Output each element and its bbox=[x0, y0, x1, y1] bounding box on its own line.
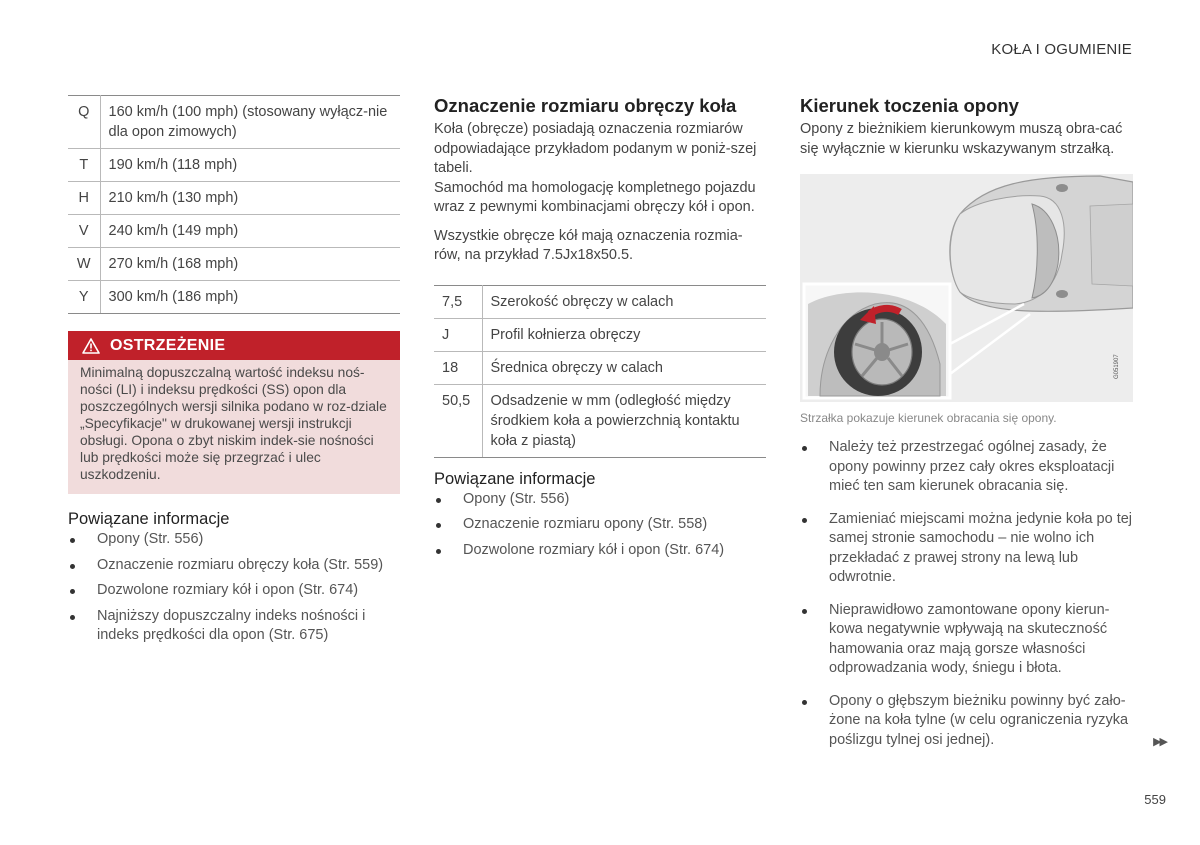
page-number: 559 bbox=[1144, 792, 1166, 807]
bullet-icon bbox=[802, 518, 807, 523]
bullet-icon bbox=[436, 523, 441, 528]
list-item[interactable]: Najniższy dopuszczalny indeks nośności i indeks prędkości dla opon (Str. 675) bbox=[68, 607, 400, 646]
rim-paragraph-1: Koła (obręcze) posiadają oznaczenia rozmiarów odpowiadające przykładom podanym w poniż-szej tabeli. bbox=[434, 121, 757, 176]
rim-paragraph-3: Wszystkie obręcze kół mają oznaczenia rozmia-rów, na przykład 7.5Jx18x50.5. bbox=[434, 227, 743, 263]
rim-description: Profil kołnierza obręczy bbox=[482, 318, 766, 351]
column-right bbox=[800, 95, 1133, 756]
list-item: Opony o głębszym bieżniku powinny być zało-żone na koła tylne (w celu ograniczenia ryzyka poślizgu tylnej osi jednej). bbox=[800, 692, 1133, 751]
warning-text: Minimalną dopuszczalną wartość indeksu noś-ności (LI) i indeksu prędkości (SS) opon dla poszczególnych wersji silnika podano w roz-dziale „Specyfikacje" w drukowanej wersji instrukcji obsługi. Opona o zbyt niskim indek-sie nośności lub prędkości może się przegrzać i ulec uszkodzeniu. bbox=[80, 365, 387, 482]
related-info-list bbox=[434, 490, 766, 561]
speed-code: H bbox=[68, 182, 100, 215]
tire-direction-illustration bbox=[800, 174, 1133, 402]
bullet-icon bbox=[802, 609, 807, 614]
list-item[interactable]: Oznaczenie rozmiaru opony (Str. 558) bbox=[434, 515, 766, 535]
bullet-icon bbox=[436, 549, 441, 554]
rim-description: Średnica obręczy w calach bbox=[482, 351, 766, 384]
list-item[interactable]: Opony (Str. 556) bbox=[434, 490, 766, 510]
bullet-icon bbox=[70, 564, 75, 569]
list-item: Nieprawidłowo zamontowane opony kierun-kowa negatywnie wpływają na skuteczność hamowania oraz mają gorsze własności odprowadzania wody, śniegu i błota. bbox=[800, 601, 1133, 679]
speed-value: 270 km/h (168 mph) bbox=[100, 248, 400, 281]
bullet-icon bbox=[436, 498, 441, 503]
column-left bbox=[68, 95, 400, 652]
related-info-list bbox=[68, 530, 400, 646]
bullet-icon bbox=[802, 446, 807, 451]
rim-code: 7,5 bbox=[434, 285, 482, 318]
speed-value: 210 km/h (130 mph) bbox=[100, 182, 400, 215]
bullet-icon bbox=[70, 589, 75, 594]
warning-box bbox=[68, 331, 400, 494]
list-item[interactable]: Dozwolone rozmiary kół i opon (Str. 674) bbox=[68, 581, 400, 601]
rim-paragraph-2: Samochód ma homologację kompletnego pojazdu wraz z pewnymi kombinacjami obręczy kół i opon. bbox=[434, 179, 756, 215]
figure-caption: Strzałka pokazuje kierunek obracania się opony. bbox=[800, 411, 1057, 425]
rim-description: Odsadzenie w mm (odległość między środkiem koła a powierzchnią kontaktu koła z piastą) bbox=[482, 384, 766, 457]
speed-code: W bbox=[68, 248, 100, 281]
speed-code: T bbox=[68, 149, 100, 182]
speed-value: 240 km/h (149 mph) bbox=[100, 215, 400, 248]
warning-triangle-icon bbox=[82, 338, 100, 354]
table-row bbox=[434, 285, 766, 318]
bullet-icon bbox=[70, 615, 75, 620]
speed-value: 190 km/h (118 mph) bbox=[100, 149, 400, 182]
bullet-icon bbox=[70, 538, 75, 543]
table-row bbox=[68, 96, 400, 149]
list-item: Zamieniać miejscami można jedynie koła po tej samej stronie samochodu – nie wolno ich przekładać z prawej strony na lewą lub odwrotnie. bbox=[800, 510, 1133, 588]
rim-code: 18 bbox=[434, 351, 482, 384]
table-row bbox=[434, 318, 766, 351]
warning-title: OSTRZEŻENIE bbox=[110, 336, 226, 354]
speed-code: V bbox=[68, 215, 100, 248]
section-title-direction: Kierunek toczenia opony bbox=[800, 95, 1019, 116]
rim-size-table bbox=[434, 285, 766, 458]
related-info-title: Powiązane informacje bbox=[434, 469, 596, 488]
table-row bbox=[68, 182, 400, 215]
table-row bbox=[68, 149, 400, 182]
related-info-title: Powiązane informacje bbox=[68, 510, 230, 528]
bullet-icon bbox=[802, 700, 807, 705]
speed-code: Q bbox=[68, 96, 100, 149]
figure-code: G051907 bbox=[1114, 354, 1120, 379]
table-row bbox=[68, 281, 400, 314]
section-header: KOŁA I OGUMIENIE bbox=[991, 41, 1132, 58]
table-row bbox=[434, 351, 766, 384]
table-row bbox=[434, 384, 766, 457]
car-wheel-drawing bbox=[800, 174, 1133, 402]
direction-rules-list bbox=[800, 438, 1133, 750]
rim-code: 50,5 bbox=[434, 384, 482, 457]
section-title-rim: Oznaczenie rozmiaru obręczy koła bbox=[434, 95, 737, 116]
list-item[interactable]: Opony (Str. 556) bbox=[68, 530, 400, 550]
speed-value: 300 km/h (186 mph) bbox=[100, 281, 400, 314]
list-item[interactable]: Dozwolone rozmiary kół i opon (Str. 674) bbox=[434, 541, 766, 561]
table-row bbox=[68, 215, 400, 248]
list-item[interactable]: Oznaczenie rozmiaru obręczy koła (Str. 559) bbox=[68, 556, 400, 576]
rim-description: Szerokość obręczy w calach bbox=[482, 285, 766, 318]
rim-code: J bbox=[434, 318, 482, 351]
speed-code: Y bbox=[68, 281, 100, 314]
table-row bbox=[68, 248, 400, 281]
warning-header bbox=[68, 331, 400, 360]
column-middle bbox=[434, 95, 766, 566]
direction-intro: Opony z bieżnikiem kierunkowym muszą obra-cać się wyłącznie w kierunku wskazywanym strzałką. bbox=[800, 121, 1123, 157]
next-page-arrow-icon: ▶▶ bbox=[1153, 736, 1166, 748]
list-item: Należy też przestrzegać ogólnej zasady, że opony powinny przez cały okres eksploatacji mieć ten sam kierunek obracania się. bbox=[800, 438, 1133, 497]
speed-index-table bbox=[68, 95, 400, 314]
speed-value: 160 km/h (100 mph) (stosowany wyłącz-nie dla opon zimowych) bbox=[100, 96, 400, 149]
